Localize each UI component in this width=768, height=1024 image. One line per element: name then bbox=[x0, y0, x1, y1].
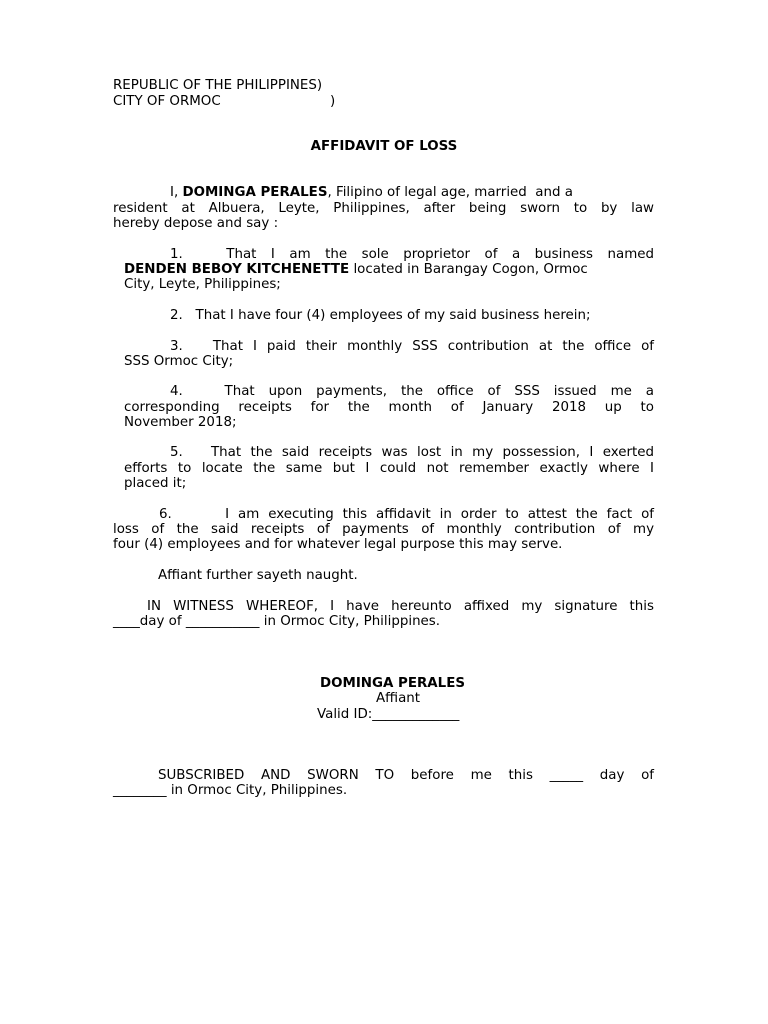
item-2-line-1: 2. That I have four (4) employees of my said business herein; bbox=[170, 308, 591, 323]
header-republic: REPUBLIC OF THE PHILIPPINES) bbox=[113, 78, 323, 93]
item-1-line-2-rest: located in Barangay Cogon, Ormoc bbox=[349, 262, 588, 277]
item-4-line-2: corresponding receipts for the month of January 2018 up to bbox=[124, 400, 654, 415]
intro-suffix: , Filipino of legal age, married and a bbox=[327, 185, 573, 200]
title-text: AFFIDAVIT OF LOSS bbox=[310, 139, 458, 154]
signature-valid-id: Valid ID:_____________ bbox=[317, 707, 460, 722]
item-4-line-3: November 2018; bbox=[124, 415, 237, 430]
business-name: DENDEN BEBOY KITCHENETTE bbox=[124, 262, 350, 277]
intro-line-3: hereby depose and say : bbox=[113, 216, 279, 231]
intro-line-2: resident at Albuera, Leyte, Philippines, after being sworn to by law bbox=[113, 201, 654, 216]
item-3-line-2: SSS Ormoc City; bbox=[124, 354, 234, 369]
item-6-line-1: 6. I am executing this affidavit in order to attest the fact of bbox=[159, 507, 654, 522]
item-4-line-1: 4. That upon payments, the office of SSS issued me a bbox=[170, 384, 654, 399]
item-5-line-3: placed it; bbox=[124, 476, 187, 491]
intro-line-1 bbox=[170, 185, 654, 201]
signature-name-text: DOMINGA PERALES bbox=[320, 676, 465, 691]
signature-name bbox=[320, 676, 465, 692]
item-6-line-3: four (4) employees and for whatever legal purpose this may serve. bbox=[113, 537, 563, 552]
witness-line-1: IN WITNESS WHEREOF, I have hereunto affixed my signature this bbox=[147, 599, 654, 614]
item-1-line-3: City, Leyte, Philippines; bbox=[124, 277, 281, 292]
jurat-line-2: ________ in Ormoc City, Philippines. bbox=[113, 783, 348, 798]
item-5-line-1: 5. That the said receipts was lost in my possession, I exerted bbox=[170, 445, 654, 460]
item-1-line-1: 1. That I am the sole proprietor of a business named bbox=[170, 247, 654, 262]
item-1-line-2 bbox=[124, 262, 588, 278]
intro-prefix: I, bbox=[170, 185, 183, 200]
header-city-paren: ) bbox=[330, 94, 336, 109]
jurat-line-1: SUBSCRIBED AND SWORN TO before me this _____ day of bbox=[158, 768, 654, 783]
header-city: CITY OF ORMOC bbox=[113, 94, 221, 109]
affiant-name-intro: DOMINGA PERALES bbox=[182, 185, 328, 200]
further-sayeth: Affiant further sayeth naught. bbox=[158, 568, 358, 583]
item-5-line-2: efforts to locate the same but I could not remember exactly where I bbox=[124, 461, 654, 476]
document-title bbox=[0, 139, 768, 155]
witness-line-2: ____day of ___________ in Ormoc City, Philippines. bbox=[113, 614, 441, 629]
item-6-line-2: loss of the said receipts of payments of monthly contribution of my bbox=[113, 522, 654, 537]
item-3-line-1: 3. That I paid their monthly SSS contribution at the office of bbox=[170, 339, 654, 354]
signature-role: Affiant bbox=[376, 691, 421, 706]
